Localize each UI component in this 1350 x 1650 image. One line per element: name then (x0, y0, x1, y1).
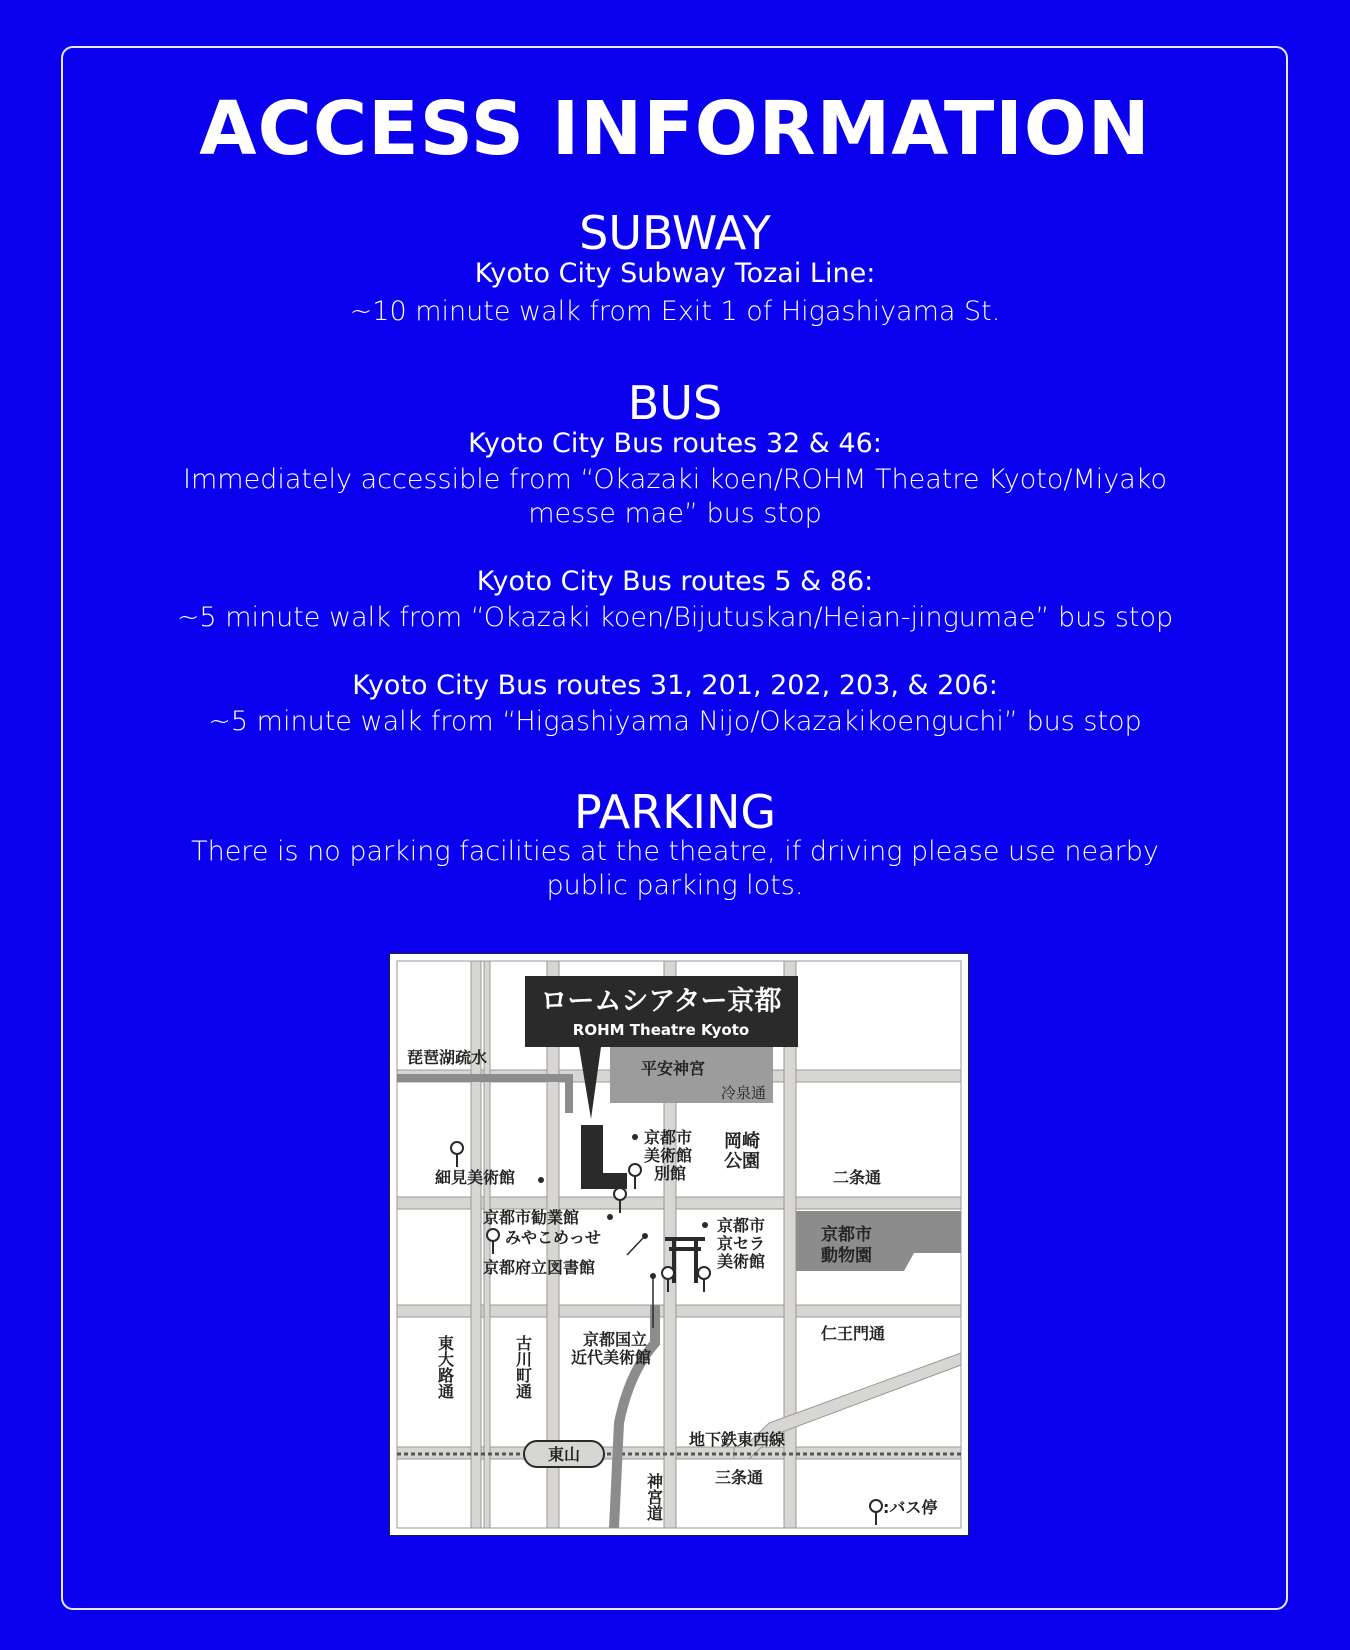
label-prefectural-library: 京都府立図書館 (483, 1258, 596, 1277)
parking-heading: PARKING (573, 785, 776, 839)
label-nioumon-dori: 仁王門通 (821, 1324, 886, 1343)
label-okazaki-park: 公園 (724, 1151, 760, 1172)
label-furukawacho-dori: 古川町通 (513, 1335, 533, 1399)
subway-detail: ~10 minute walk from Exit 1 of Higashiyama St. (349, 296, 1001, 327)
label-kyocera-museum: 美術館 (717, 1252, 766, 1271)
label-heian-jingu: 平安神宮 (641, 1059, 706, 1078)
label-kyocera-museum: 京セラ (717, 1234, 766, 1253)
bus-route-detail: ~5 minute walk from “Higashiyama Nijo/Okazakikoenguchi” bus stop (208, 706, 1142, 737)
parking-detail: There is no parking facilities at the theatre, if driving please use nearby public parking lots. (191, 836, 1159, 901)
label-reizei-dori: 冷泉通 (721, 1084, 767, 1102)
label-kyocera-museum: 京都市 (717, 1216, 766, 1235)
bus-route-detail: ~5 minute walk from “Okazaki koen/Bijutuskan/Heian-jingumae” bus stop (176, 602, 1174, 633)
label-miyako-messe: みやこめっせ (505, 1228, 601, 1247)
label-momak: 京都国立 (583, 1330, 648, 1349)
bus-route-label: Kyoto City Bus routes 31, 201, 202, 203, & 206: (352, 670, 998, 701)
label-kangyokan: 京都市勧業館 (483, 1208, 580, 1227)
label-momak: 近代美術館 (571, 1348, 652, 1367)
label-hosomi-museum: 細見美術館 (435, 1168, 516, 1187)
label-higashioji-dori: 東大路通 (435, 1335, 455, 1399)
venue-name-en: ROHM Theatre Kyoto (572, 1021, 750, 1039)
label-sanjo-dori: 三条通 (715, 1468, 764, 1487)
bus-route-detail: Immediately accessible from “Okazaki koen/ROHM Theatre Kyoto/Miyako messe mae” bus stop (183, 464, 1167, 529)
label-kyoto-city-museum: 別館 (654, 1164, 687, 1183)
label-biwako-canal: 琵琶湖疏水 (407, 1048, 488, 1067)
bus-route-label: Kyoto City Bus routes 5 & 86: (476, 566, 874, 597)
label-kyoto-city-museum: 京都市 (644, 1128, 693, 1147)
subway-heading: SUBWAY (579, 206, 771, 260)
label-bus-stop-legend: :バス停 (883, 1498, 938, 1517)
label-okazaki-park: 岡崎 (724, 1131, 760, 1152)
label-nijo-dori: 二条通 (833, 1168, 882, 1187)
subway-line: Kyoto City Subway Tozai Line: (474, 258, 876, 289)
label-kyoto-city-museum: 美術館 (644, 1146, 693, 1165)
page-title: ACCESS INFORMATION (199, 86, 1151, 172)
venue-name-jp: ロームシアター京都 (540, 986, 782, 1017)
bus-route-label: Kyoto City Bus routes 32 & 46: (468, 428, 882, 459)
access-map (389, 953, 969, 1536)
bus-heading: BUS (627, 376, 723, 430)
label-jingu-michi: 神宮道 (644, 1473, 664, 1521)
label-higashiyama-station: 東山 (547, 1445, 581, 1464)
label-tozai-line: 地下鉄東西線 (689, 1430, 786, 1449)
label-zoo: 動物園 (821, 1246, 872, 1266)
label-zoo: 京都市 (821, 1225, 872, 1245)
